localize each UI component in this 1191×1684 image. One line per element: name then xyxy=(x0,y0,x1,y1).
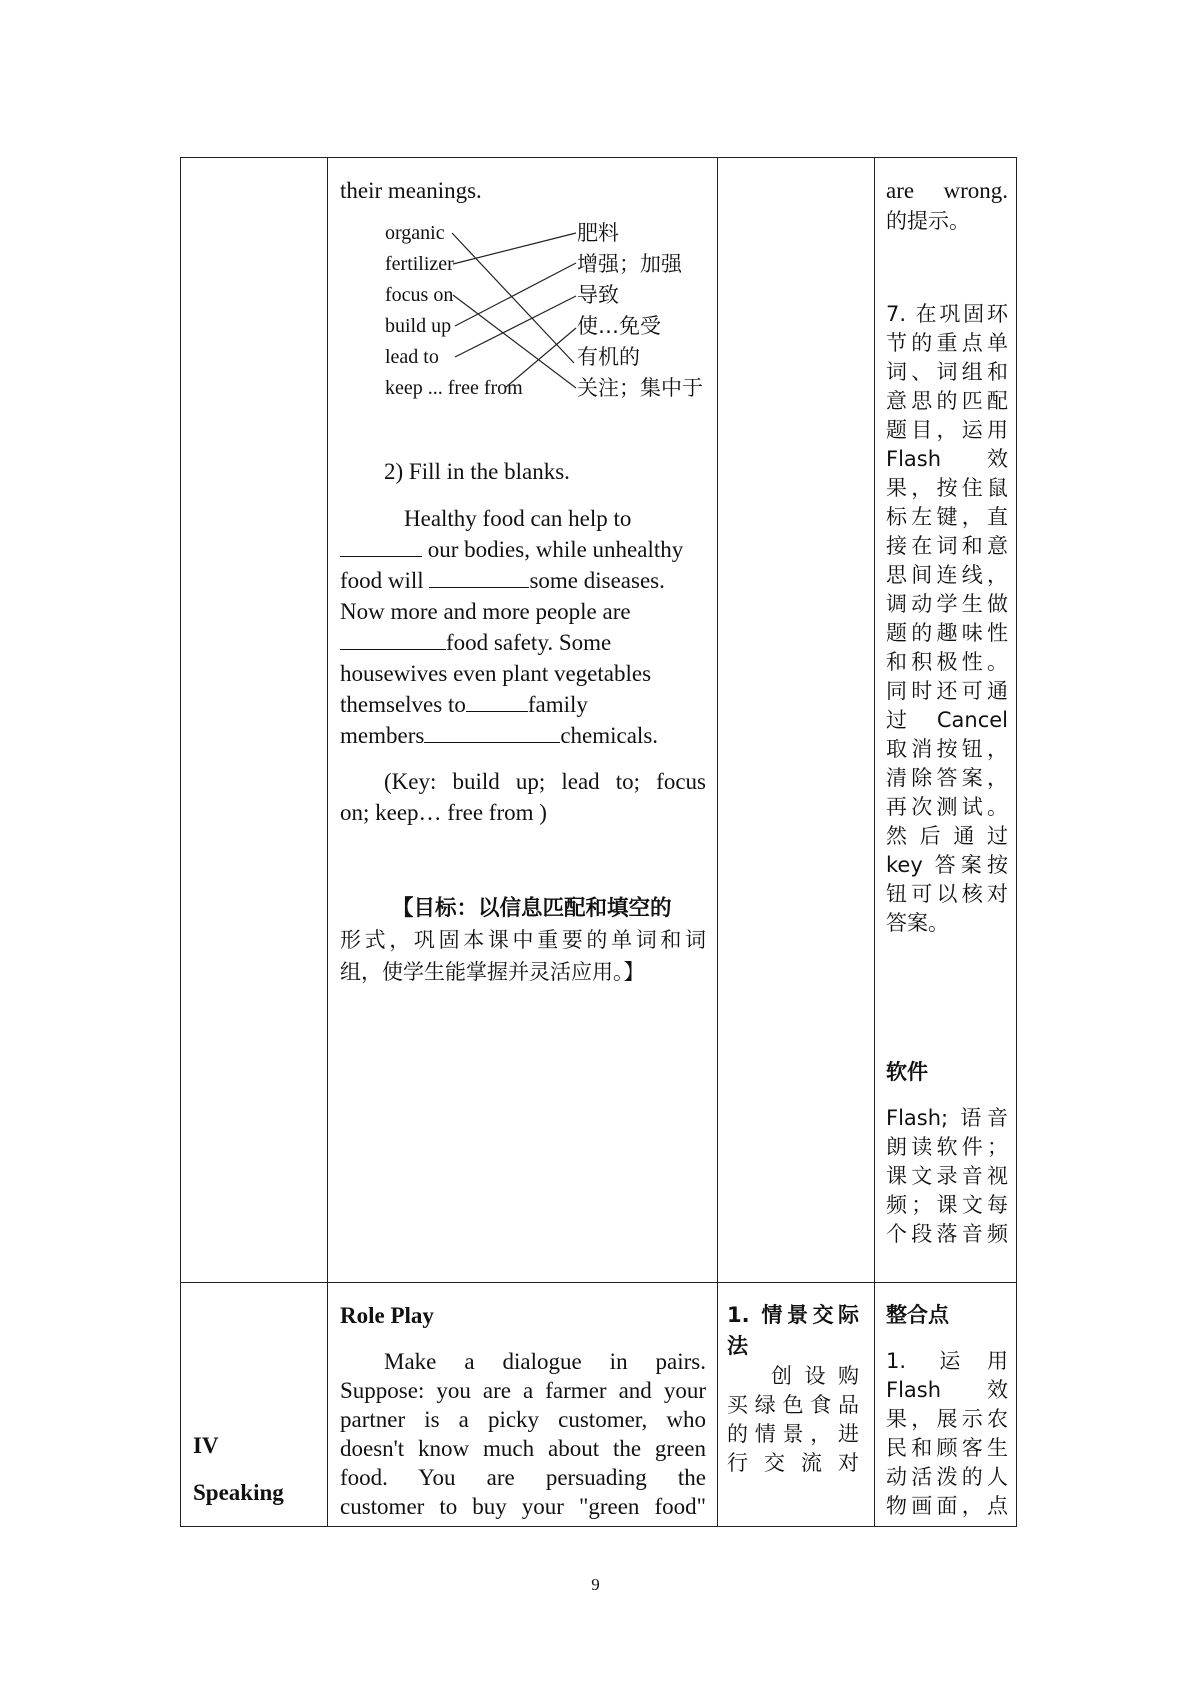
match-word: fertilizer xyxy=(385,253,454,275)
goal-text: 【目标：以信息匹配和填空的 xyxy=(392,896,672,921)
method-line: 行交流对 xyxy=(727,1451,859,1475)
method-line: 的情景，进 xyxy=(727,1422,859,1446)
integration-line: 物画面，点 xyxy=(886,1494,1008,1518)
activity-line: food. You are persuading the xyxy=(340,1465,706,1490)
note-line: 清除答案， xyxy=(886,766,1008,790)
note-line: 意思的匹配 xyxy=(886,389,1008,413)
table-border-top xyxy=(180,157,1017,158)
match-word: organic xyxy=(385,222,445,244)
note-line: 和积极性。 xyxy=(886,650,1008,674)
activity-description xyxy=(340,1347,706,1521)
activity-title: Role Play xyxy=(340,1303,434,1328)
activity-line: customer to buy your "green food" xyxy=(340,1494,706,1519)
match-meaning: 导致 xyxy=(577,283,619,307)
integration-line: 1. 运用 xyxy=(886,1349,1008,1373)
method-title: 1. 情景交际 xyxy=(727,1303,859,1327)
note-line: 调动学生做 xyxy=(886,592,1008,616)
match-meaning: 有机的 xyxy=(577,345,640,369)
software-list xyxy=(886,1104,1008,1249)
method-title: 法 xyxy=(727,1334,748,1358)
page-number: 9 xyxy=(591,1575,600,1594)
note-line: 的提示。 xyxy=(886,209,970,233)
note-line: 过 Cancel xyxy=(886,708,1008,732)
section-numeral: IV xyxy=(193,1433,219,1458)
passage-line: food will some diseases. xyxy=(340,565,665,597)
note-line: 题的趣味性 xyxy=(886,621,1008,645)
note-line: 标左键，直 xyxy=(886,505,1008,529)
fill-blanks-heading: 2) Fill in the blanks. xyxy=(384,459,570,484)
blank-line xyxy=(429,565,529,588)
passage-line: themselves to family xyxy=(340,689,588,721)
matching-intro: their meanings. xyxy=(340,178,482,203)
note-line: 7. 在巩固环 xyxy=(886,302,1008,326)
software-line: Flash; 语音 xyxy=(886,1106,1008,1130)
integration-title: 整合点 xyxy=(886,1303,949,1327)
match-word: keep ... free from xyxy=(385,377,523,399)
note-line: 节的重点单 xyxy=(886,331,1008,355)
software-line: 课文录音视 xyxy=(886,1164,1008,1188)
goal-text: 形式，巩固本课中重要的单词和词 xyxy=(340,928,706,952)
matching-exercise xyxy=(385,218,720,413)
row-divider xyxy=(180,1282,1017,1283)
note-line: 接在词和意 xyxy=(886,534,1008,558)
integration-line: 民和顾客生 xyxy=(886,1436,1008,1460)
note-line: 题目，运用 xyxy=(886,418,1008,442)
integration-line: Flash 效 xyxy=(886,1378,1008,1402)
note-line: Flash 效 xyxy=(886,447,1008,471)
match-meaning: 增强；加强 xyxy=(577,252,682,276)
method-line: 创设购 xyxy=(771,1364,859,1388)
goal-text: 组，使学生能掌握并灵活应用。】 xyxy=(340,960,645,984)
passage-line: Healthy food can help to xyxy=(404,506,632,531)
note-7 xyxy=(886,300,1008,938)
note-line: 再次测试。 xyxy=(886,795,1008,819)
passage-line: Now more and more people are xyxy=(340,599,631,624)
column-divider-1 xyxy=(327,157,328,1527)
table-border-right xyxy=(1016,157,1017,1527)
integration-line: 动活泼的人 xyxy=(886,1465,1008,1489)
answer-key: (Key: build up; lead to; focus xyxy=(384,769,706,794)
method-line: 买绿色食品 xyxy=(727,1393,859,1417)
answer-key: on; keep… free from ) xyxy=(340,800,547,825)
blank-line xyxy=(424,720,560,743)
note-line: 取消按钮， xyxy=(886,737,1008,761)
blank-line xyxy=(340,627,446,650)
blank-line xyxy=(466,689,528,712)
note-line: 钮可以核对 xyxy=(886,882,1008,906)
match-meaning: 肥料 xyxy=(577,221,619,245)
column-divider-3 xyxy=(874,157,875,1527)
section-label: Speaking xyxy=(193,1480,284,1505)
note-line: 思间连线， xyxy=(886,563,1008,587)
activity-line: partner is a picky customer, who xyxy=(340,1407,706,1432)
passage-line: members chemicals. xyxy=(340,720,658,752)
table-border-bottom xyxy=(180,1526,1017,1527)
method-description xyxy=(727,1362,859,1478)
passage-line: housewives even plant vegetables xyxy=(340,661,652,686)
passage-line: our bodies, while unhealthy xyxy=(340,534,683,566)
blank-line xyxy=(340,534,422,557)
note-line: 同时还可通 xyxy=(886,679,1008,703)
match-word: focus on xyxy=(385,284,454,306)
software-line: 个段落音频 xyxy=(886,1222,1008,1246)
note-line: 答案。 xyxy=(886,911,949,935)
match-meaning: 关注；集中于 xyxy=(577,376,703,400)
note-line: are wrong. xyxy=(886,178,1008,203)
note-line: key 答案按 xyxy=(886,853,1008,877)
activity-line: doesn't know much about the green xyxy=(340,1436,706,1461)
activity-line: Suppose: you are a farmer and your xyxy=(340,1378,706,1403)
match-meaning: 使…免受 xyxy=(577,314,661,338)
software-line: 频；课文每 xyxy=(886,1193,1008,1217)
note-line: 词、词组和 xyxy=(886,360,1008,384)
software-line: 朗读软件； xyxy=(886,1135,1008,1159)
note-line: 然后通过 xyxy=(886,824,1008,848)
passage-line: food safety. Some xyxy=(340,627,611,659)
table-border-left xyxy=(180,157,181,1527)
match-word: build up xyxy=(385,315,452,337)
match-word: lead to xyxy=(385,346,439,368)
software-title: 软件 xyxy=(886,1060,928,1084)
integration-line: 果，展示农 xyxy=(886,1407,1008,1431)
activity-line: Make a dialogue in pairs. xyxy=(384,1349,706,1374)
note-line: 果，按住鼠 xyxy=(886,476,1008,500)
integration-description xyxy=(886,1347,1008,1521)
